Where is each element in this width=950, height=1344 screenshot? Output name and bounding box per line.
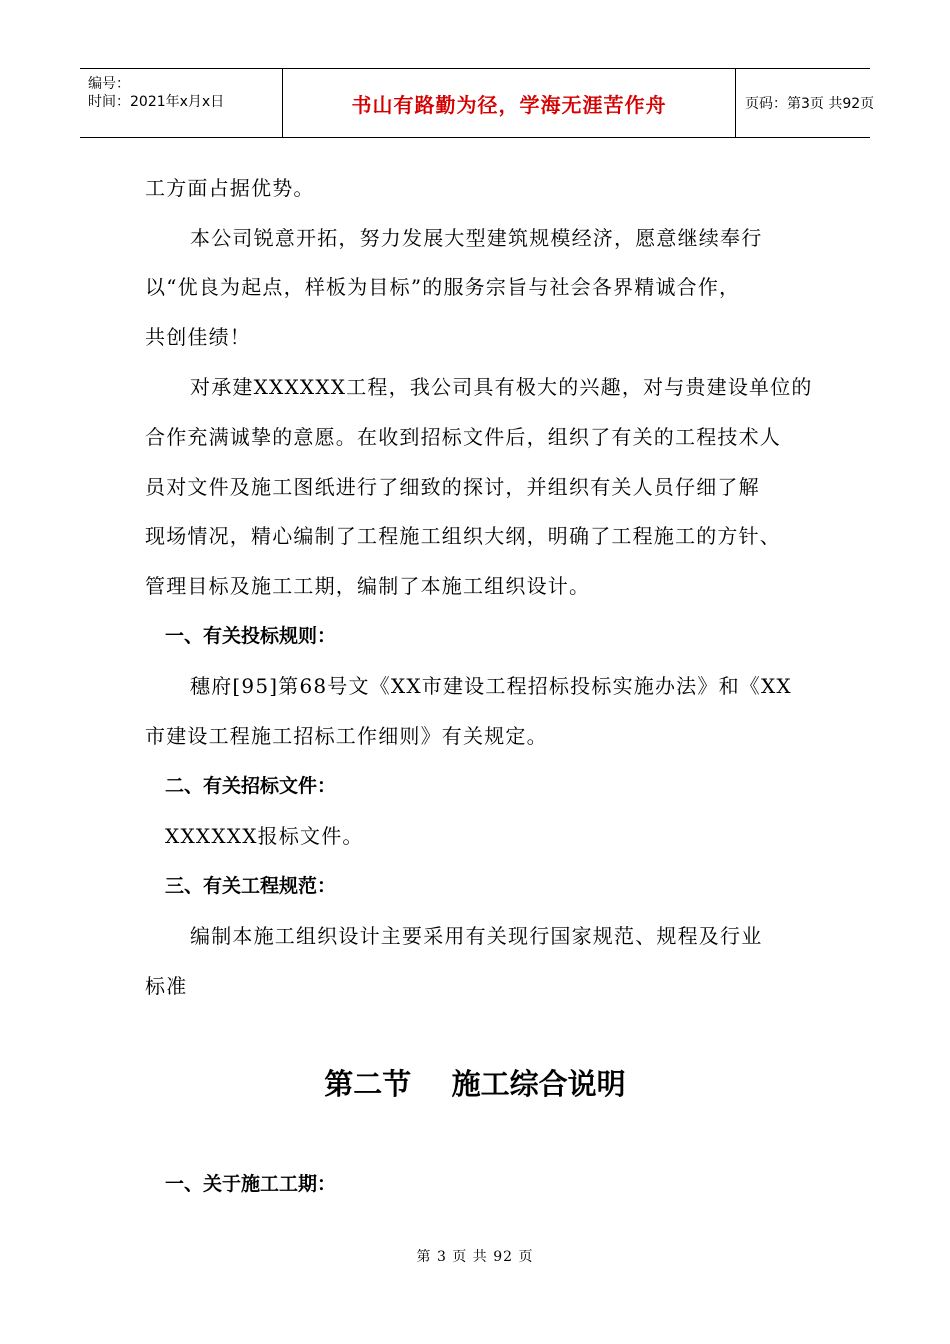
paragraph-line: 现场情况，精心编制了工程施工组织大纲，明确了工程施工的方针、 [145, 524, 781, 548]
paragraph-line: 管理目标及施工工期，编制了本施工组织设计。 [145, 574, 591, 598]
paragraph-line: 以“优良为起点，样板为目标”的服务宗旨与社会各界精诚合作， [145, 275, 741, 299]
paragraph-line: 市建设工程施工招标工作细则》有关规定。 [145, 724, 548, 748]
paragraph-line: XXXXXX报标文件。 [165, 824, 364, 848]
subheading-construction-period: 一、关于施工工期： [165, 1173, 337, 1195]
document-number-label: 编号： [88, 76, 130, 92]
paragraph-line: 员对文件及施工图纸进行了细致的探讨，并组织有关人员仔细了解 [145, 475, 760, 499]
paragraph-line: 合作充满诚挚的意愿。在收到招标文件后，组织了有关的工程技术人 [145, 425, 781, 449]
paragraph-line: 对承建XXXXXX工程，我公司具有极大的兴趣，对与贵建设单位的 [190, 375, 813, 399]
header-page-cell [735, 69, 875, 137]
paragraph-line: 共创佳绩！ [145, 325, 251, 349]
paragraph-line: 标准 [145, 974, 188, 998]
header-meta-cell [80, 69, 282, 137]
header-page-info: 页码：第3页 共92页 [745, 96, 875, 112]
section-title: 第二节 施工综合说明 [324, 1067, 626, 1101]
page-header [80, 68, 875, 138]
page-footer: 第 3 页 共 92 页 [416, 1249, 534, 1265]
paragraph-line: 编制本施工组织设计主要采用有关现行国家规范、规程及行业 [190, 924, 763, 948]
paragraph-line: 穗府[95]第68号文《XX市建设工程招标投标实施办法》和《XX [190, 674, 792, 698]
paragraph-line: 工方面占据优势。 [145, 176, 315, 200]
paragraph-line: 本公司锐意开拓，努力发展大型建筑规模经济，愿意继续奉行 [190, 226, 763, 250]
subheading-tender-documents: 二、有关招标文件： [165, 775, 337, 797]
document-date: 时间：2021年x月x日 [88, 94, 225, 110]
subheading-engineering-standards: 三、有关工程规范： [165, 875, 337, 897]
subheading-bidding-rules: 一、有关投标规则： [165, 625, 337, 647]
header-motto-cell [282, 69, 736, 137]
header-motto: 书山有路勤为径，学海无涯苦作舟 [351, 93, 667, 117]
